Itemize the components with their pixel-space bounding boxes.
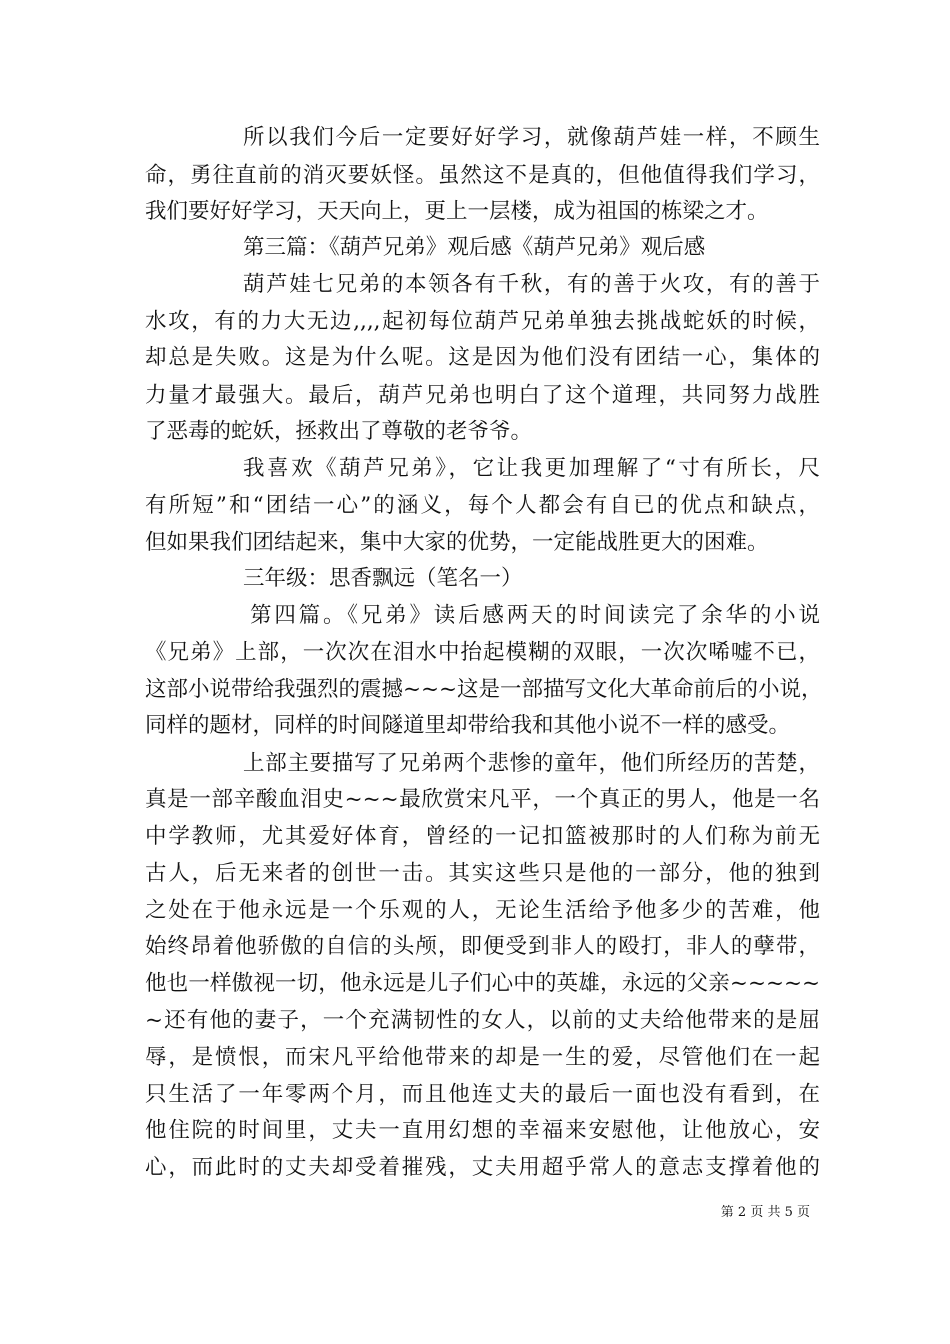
text-line: 但如果我们团结起来，集中大家的优势，一定能战胜更大的困难。 xyxy=(145,530,769,555)
text-line: 他也一样傲视一切，他永远是儿子们心中的英雄，永远的父亲~~~~~ xyxy=(145,971,820,996)
text-line: 所以我们今后一定要好好学习，就像葫芦娃一样，不顾生 xyxy=(243,125,820,150)
text-line: 我喜欢《葫芦兄弟》，它让我更加理解了“寸有所长，尺 xyxy=(243,456,820,481)
text-line: 这部小说带给我强烈的震撼~~~这是一部描写文化大革命前后的小说， xyxy=(145,677,823,702)
text-line: 了恶毒的蛇妖，拯救出了尊敬的老爷爷。 xyxy=(145,419,533,444)
text-line: 《兄弟》上部，一次次在泪水中抬起模糊的双眼，一次次唏嘘不已， xyxy=(145,640,820,665)
page-number: 第 2 页 共 5 页 xyxy=(720,1205,810,1220)
text-line: ~还有他的妻子，一个充满韧性的女人，以前的丈夫给他带来的是屈 xyxy=(145,1008,820,1033)
text-line: 我们要好好学习，天天向上，更上一层楼，成为祖国的栋梁之才。 xyxy=(145,199,769,224)
text-line: 之处在于他永远是一个乐观的人，无论生活给予他多少的苦难，他 xyxy=(145,898,820,923)
text-line: 命，勇往直前的消灭要妖怪。虽然这不是真的，但他值得我们学习， xyxy=(145,163,820,188)
text-line: 他住院的时间里，丈夫一直用幻想的幸福来安慰他，让他放心，安 xyxy=(145,1118,820,1143)
text-line: 力量才最强大。最后，葫芦兄弟也明白了这个道理，共同努力战胜 xyxy=(145,383,820,408)
text-line: 只生活了一年零两个月，而且他连丈夫的最后一面也没有看到，在 xyxy=(145,1082,820,1107)
text-line: 同样的题材，同样的时间隧道里却带给我和其他小说不一样的感受。 xyxy=(145,713,791,738)
text-line: 心，而此时的丈夫却受着摧残，丈夫用超乎常人的意志支撑着他的 xyxy=(145,1155,820,1180)
text-line: 古人，后无来者的创世一击。其实这些只是他的一部分，他的独到 xyxy=(145,861,820,886)
text-line: 辱，是愤恨，而宋凡平给他带来的却是一生的爱，尽管他们在一起 xyxy=(145,1045,820,1070)
text-line: 却总是失败。这是为什么呢。这是因为他们没有团结一心，集体的 xyxy=(145,345,820,370)
author-line: 三年级：思香飘远（笔名一） xyxy=(243,566,523,591)
text-line: 上部主要描写了兄弟两个悲惨的童年，他们所经历的苦楚， xyxy=(243,751,820,776)
text-line: 始终昂着他骄傲的自信的头颅，即便受到非人的殴打，非人的孽带， xyxy=(145,934,820,959)
text-line: 真是一部辛酸血泪史~~~最欣赏宋凡平，一个真正的男人，他是一名 xyxy=(145,787,820,812)
section-heading: 第三篇：《葫芦兄弟》观后感《葫芦兄弟》观后感 xyxy=(243,235,706,260)
text-line: 中学教师，尤其爱好体育，曾经的一记扣篮被那时的人们称为前无 xyxy=(145,824,820,849)
section-heading: 第四篇。《兄弟》读后感两天的时间读完了余华的小说 xyxy=(250,603,820,628)
text-line: 葫芦娃七兄弟的本领各有千秋，有的善于火攻，有的善于 xyxy=(243,272,820,297)
text-line: 有所短”和“团结一心”的涵义，每个人都会有自已的优点和缺点， xyxy=(145,493,820,518)
text-line: 水攻，有的力大无边,,,,起初每位葫芦兄弟单独去挑战蛇妖的时候， xyxy=(145,309,820,334)
